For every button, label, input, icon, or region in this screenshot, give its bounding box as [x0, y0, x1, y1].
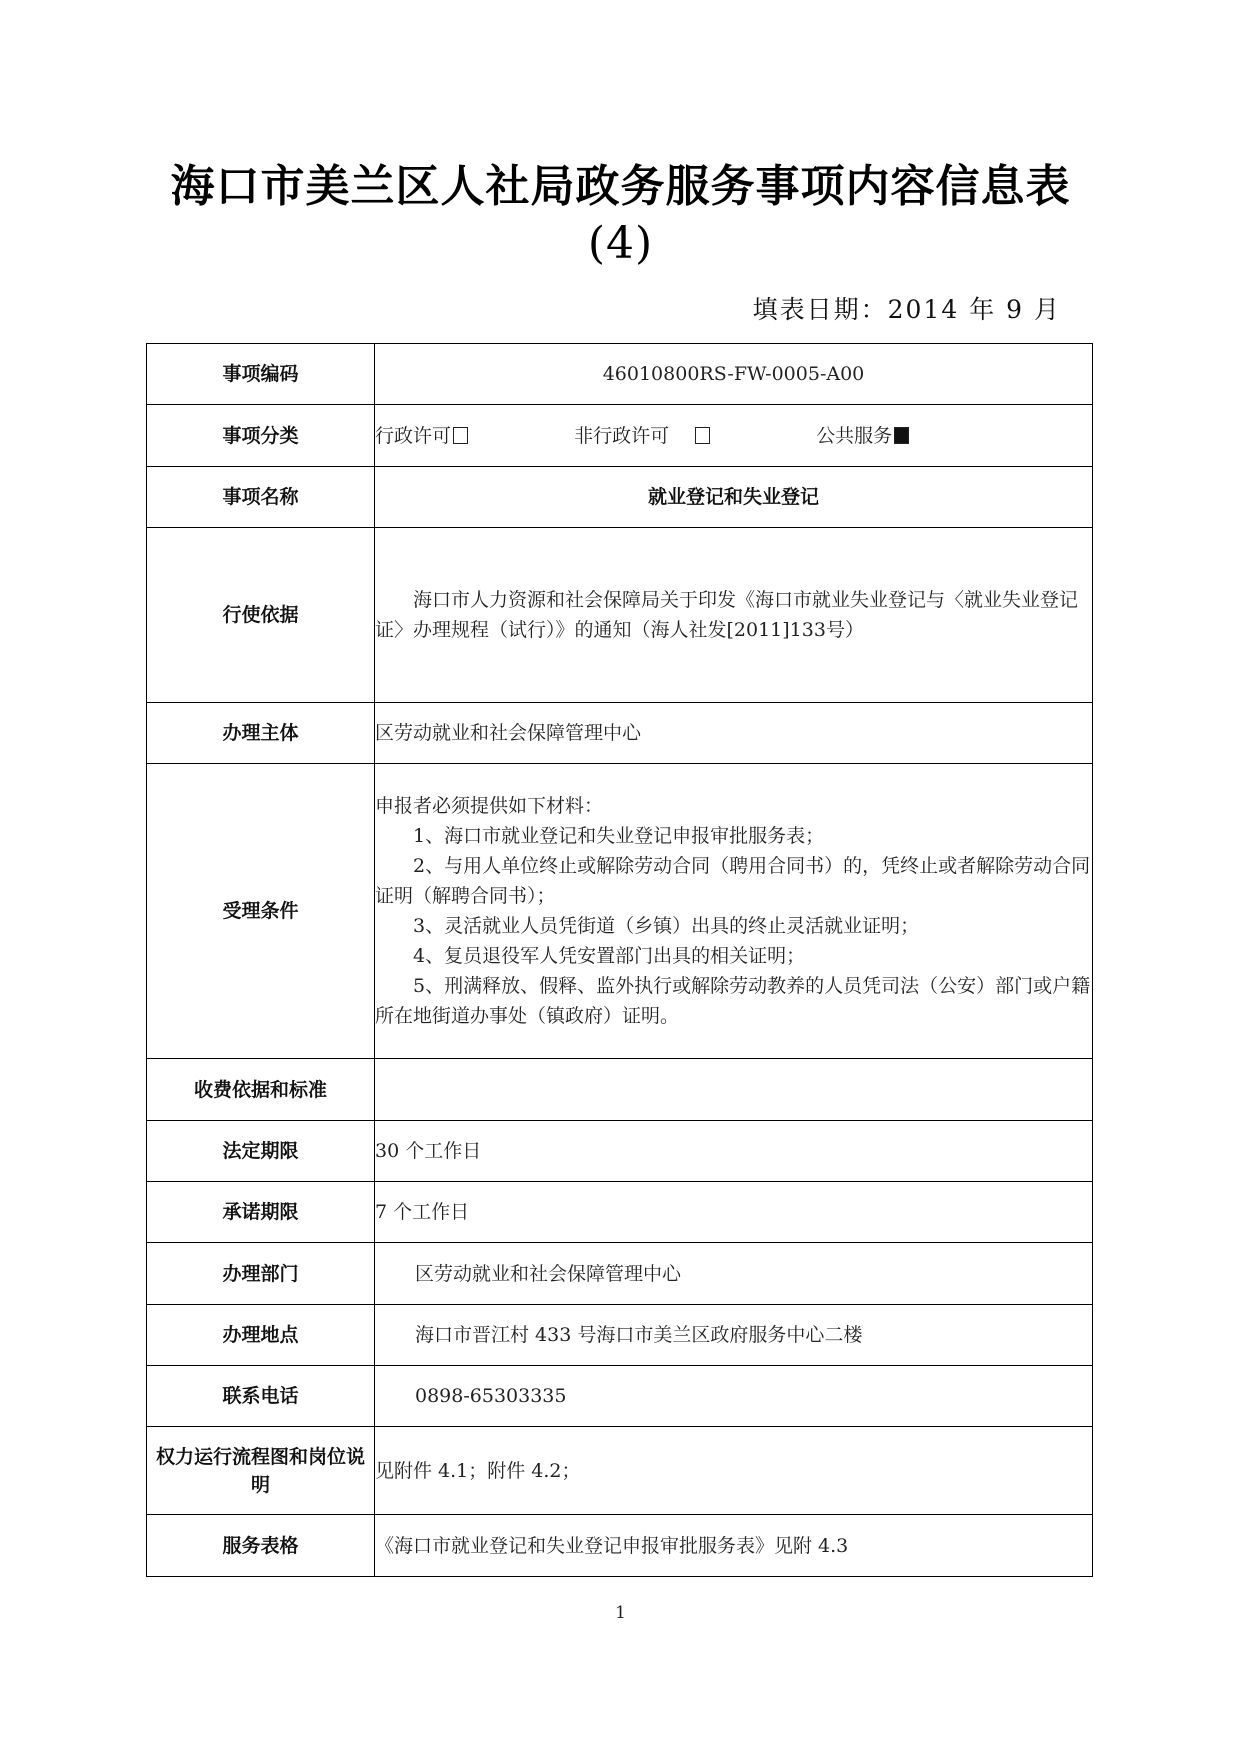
promised-limit-label: 承诺期限: [147, 1182, 375, 1243]
form-value: 《海口市就业登记和失业登记申报审批服务表》见附 4.3: [375, 1515, 1093, 1577]
location-label: 办理地点: [147, 1305, 375, 1366]
checked-checkbox-icon: [894, 427, 909, 444]
phone-value: 0898-65303335: [375, 1366, 1093, 1427]
row-phone: [147, 1366, 1093, 1427]
category-option-label: 公共服务: [816, 424, 893, 447]
row-subject: [147, 703, 1093, 764]
row-form: [147, 1515, 1093, 1577]
promised-limit-value: 7 个工作日: [375, 1182, 1093, 1243]
row-category: [147, 405, 1093, 467]
condition-item: 2、与用人单位终止或解除劳动合同（聘用合同书）的，凭终止或者解除劳动合同证明（解聘合同书）；: [375, 855, 1091, 907]
legal-limit-value: 30 个工作日: [375, 1121, 1093, 1182]
category-label: 事项分类: [147, 405, 375, 467]
category-option-label: 非行政许可: [574, 424, 670, 447]
row-flowchart: [147, 1427, 1093, 1515]
basis-value: [375, 528, 1093, 703]
row-basis: [147, 528, 1093, 703]
category-value: [375, 405, 1093, 467]
category-option-admin-license: [375, 421, 468, 451]
category-option-label: 行政许可: [375, 424, 452, 447]
conditions-value: [375, 764, 1093, 1059]
condition-item: 3、灵活就业人员凭街道（乡镇）出具的终止灵活就业证明；: [413, 915, 920, 937]
row-name: [147, 467, 1093, 528]
department-label: 办理部门: [147, 1243, 375, 1305]
condition-item: 5、刑满释放、假释、监外执行或解除劳动教养的人员凭司法（公安）部门或户籍所在地街道办事处（镇政府）证明。: [375, 975, 1091, 1027]
conditions-label: 受理条件: [147, 764, 375, 1059]
category-option-public-service: [816, 421, 909, 451]
flowchart-label: 权力运行流程图和岗位说明: [147, 1427, 375, 1515]
subject-value: 区劳动就业和社会保障管理中心: [375, 703, 1093, 764]
basis-label: 行使依据: [147, 528, 375, 703]
conditions-intro: 申报者必须提供如下材料：: [375, 795, 604, 817]
fee-label: 收费依据和标准: [147, 1059, 375, 1121]
basis-text: 海口市人力资源和社会保障局关于印发《海口市就业失业登记与〈就业失业登记证〉办理规程（试行）》的通知（海人社发[2011]133号）: [375, 589, 1079, 641]
document-title: 海口市美兰区人社局政务服务事项内容信息表: [170, 161, 1071, 212]
condition-item: 4、复员退役军人凭安置部门出具的相关证明；: [413, 945, 806, 967]
condition-item: 1、海口市就业登记和失业登记申报审批服务表；: [413, 825, 825, 847]
code-value: 46010800RS-FW-0005-A00: [375, 344, 1093, 405]
location-value: 海口市晋江村 433 号海口市美兰区政府服务中心二楼: [375, 1305, 1093, 1366]
unchecked-checkbox-icon: [453, 427, 468, 444]
code-label: 事项编码: [147, 344, 375, 405]
row-department: [147, 1243, 1093, 1305]
page-number: 1: [615, 1603, 626, 1623]
fill-date: 填表日期：2014 年 9 月: [752, 295, 1061, 324]
flowchart-value: 见附件 4.1；附件 4.2；: [375, 1427, 1093, 1515]
subject-label: 办理主体: [147, 703, 375, 764]
row-fee: [147, 1059, 1093, 1121]
service-info-table: [146, 343, 1093, 1577]
form-label: 服务表格: [147, 1515, 375, 1577]
category-option-non-admin-license: [574, 421, 710, 451]
phone-label: 联系电话: [147, 1366, 375, 1427]
fee-value: [375, 1059, 1093, 1121]
legal-limit-label: 法定期限: [147, 1121, 375, 1182]
unchecked-checkbox-icon: [695, 427, 710, 444]
document-title-number: (4): [587, 218, 654, 269]
row-promised-limit: [147, 1182, 1093, 1243]
row-legal-limit: [147, 1121, 1093, 1182]
row-code: [147, 344, 1093, 405]
department-value: 区劳动就业和社会保障管理中心: [375, 1243, 1093, 1305]
name-label: 事项名称: [147, 467, 375, 528]
name-value: 就业登记和失业登记: [375, 467, 1093, 528]
row-conditions: [147, 764, 1093, 1059]
row-location: [147, 1305, 1093, 1366]
